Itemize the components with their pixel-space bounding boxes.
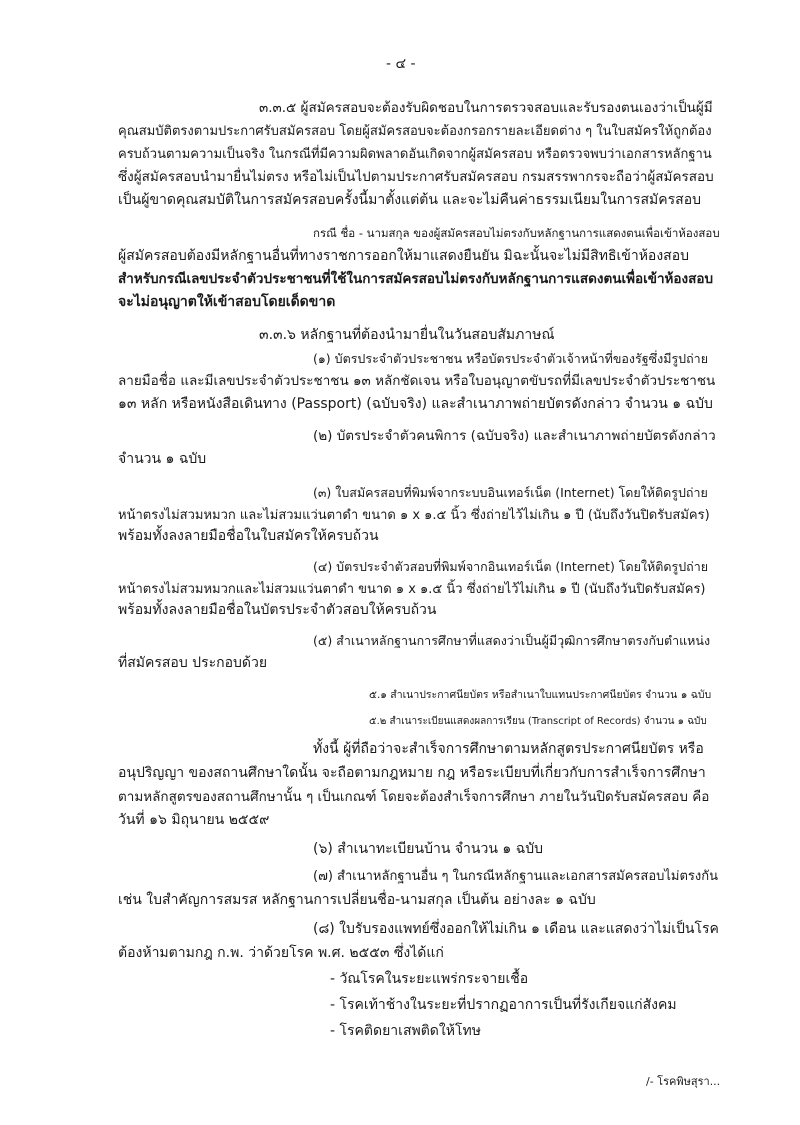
text-line: หน้าตรงไม่สวมหมวกและไม่สวมแว่นตาดำ ขนาด ๑ x ๑.๕ นิ้ว ซึ่งถ่ายไว้ไม่เกิน ๑ ปี (นับถึงวันปิดรับสมัคร) (118, 582, 706, 597)
text-line: ต้องห้ามตามกฎ ก.พ. ว่าด้วยโรค พ.ศ. ๒๕๕๓ ซึ่งได้แก่ (118, 945, 444, 961)
text-line: (๒) บัตรประจำตัวคนพิการ (ฉบับจริง) และสำเนาภาพถ่ายบัตรดังกล่าว (313, 428, 716, 444)
text-line-bold: สำหรับกรณีเลขประจำตัวประชาชนที่ใช้ในการสมัครสอบไม่ตรงกับหลักฐานการแสดงตนเพื่อเข้าห้องสอบ (118, 271, 714, 287)
text-line: วันที่ ๑๖ มิถุนายน ๒๕๕๙ (118, 812, 270, 828)
text-line: อนุปริญญา ของสถานศึกษาใดนั้น จะถือตามกฎหมาย กฎ หรือระเบียบที่เกี่ยวกับการสำเร็จการศึกษา (118, 765, 706, 781)
text-line: ที่สมัครสอบ ประกอบด้วย (118, 655, 268, 671)
text-line: ๓.๓.๕ ผู้สมัครสอบจะต้องรับผิดชอบในการตรวจสอบและรับรองตนเองว่าเป็นผู้มี (259, 100, 713, 116)
text-line: ทั้งนี้ ผู้ที่ถือว่าจะสำเร็จการศึกษาตามหลักสูตรประกาศนียบัตร หรือ (313, 741, 704, 757)
text-line: ๑๓ หลัก หรือหนังสือเดินทาง (Passport) (ฉบับจริง) และสำเนาภาพถ่ายบัตรดังกล่าว จำนวน ๑ ฉบับ (118, 396, 713, 412)
text-line: (๔) บัตรประจำตัวสอบที่พิมพ์จากอินเทอร์เน็ต (Internet) โดยให้ติดรูปถ่าย (313, 559, 709, 574)
text-line: ผู้สมัครสอบต้องมีหลักฐานอื่นที่ทางราชการออกให้มาแสดงยืนยัน มิฉะนั้นจะไม่มีสิทธิเข้าห้องสอบ (118, 248, 690, 264)
text-line: เป็นผู้ขาดคุณสมบัติในการสมัครสอบครั้งนี้มาตั้งแต่ต้น และจะไม่คืนค่าธรรมเนียมในการสมัครสอบ (118, 192, 702, 208)
text-line: พร้อมทั้งลงลายมือชื่อในบัตรประจำตัวสอบให้ครบถ้วน (118, 602, 437, 618)
text-line: (๑) บัตรประจำตัวประชาชน หรือบัตรประจำตัวเจ้าหน้าที่ของรัฐซึ่งมีรูปถ่าย (313, 351, 709, 366)
bullet-item: - โรคเท้าช้างในระยะที่ปรากฏอาการเป็นที่รังเกียจแก่สังคม (330, 997, 677, 1013)
text-line: พร้อมทั้งลงลายมือชื่อในใบสมัครให้ครบถ้วน (118, 528, 379, 544)
text-line: ลายมือชื่อ และมีเลขประจำตัวประชาชน ๑๓ หลักชัดเจน หรือใบอนุญาตขับรถที่มีเลขประจำตัวประชาชน (118, 373, 716, 389)
text-line: คุณสมบัติตรงตามประกาศรับสมัครสอบ โดยผู้สมัครสอบจะต้องกรอกรายละเอียดต่าง ๆ ในใบสมัครให้ถูกต้อง (118, 124, 712, 139)
text-line: (๘) ใบรับรองแพทย์ซึ่งออกให้ไม่เกิน ๑ เดือน และแสดงว่าไม่เป็นโรค (313, 921, 719, 937)
text-line: (๖) สำเนาทะเบียนบ้าน จำนวน ๑ ฉบับ (313, 841, 544, 857)
page-number: - ๔ - (386, 56, 416, 72)
text-line: กรณี ชื่อ - นามสกุล ของผู้สมัครสอบไม่ตรงกับหลักฐานการแสดงตนเพื่อเข้าห้องสอบ (313, 226, 720, 240)
text-line: ซึ่งผู้สมัครสอบนำมายื่นไม่ตรง หรือไม่เป็นไปตามประกาศรับสมัครสอบ กรมสรรพากรจะถือว่าผู้สมัครสอบ (118, 169, 714, 185)
text-line: ตามหลักสูตรของสถานศึกษานั้น ๆ เป็นเกณฑ์ โดยจะต้องสำเร็จการศึกษา ภายในวันปิดรับสมัครสอบ คือ (118, 789, 710, 805)
bullet-item: - โรคติดยาเสพติดให้โทษ (330, 1023, 481, 1039)
bullet-item: - วัณโรคในระยะแพร่กระจายเชื้อ (330, 971, 529, 987)
text-line: (๕) สำเนาหลักฐานการศึกษาที่แสดงว่าเป็นผู้มีวุฒิการศึกษาตรงกับตำแหน่ง (313, 633, 711, 648)
continuation-note: /- โรคพิษสุรา... (646, 1075, 721, 1088)
text-line-bold: จะไม่อนุญาตให้เข้าสอบโดยเด็ดขาด (118, 294, 336, 310)
text-line: เช่น ใบสำคัญการสมรส หลักฐานการเปลี่ยนชื่อ-นามสกุล เป็นต้น อย่างละ ๑ ฉบับ (118, 892, 596, 908)
text-line: ๕.๒ สำเนาระเบียนแสดงผลการเรียน (Transcript of Records) จำนวน ๑ ฉบับ (369, 716, 707, 727)
section-heading: ๓.๓.๖ หลักฐานที่ต้องนำมายื่นในวันสอบสัมภาษณ์ (259, 327, 555, 343)
text-line: หน้าตรงไม่สวมหมวก และไม่สวมแว่นตาดำ ขนาด ๑ x ๑.๕ นิ้ว ซึ่งถ่ายไว้ไม่เกิน ๑ ปี (นับถึงวันปิดรับสมัคร) (118, 508, 710, 523)
text-line: (๗) สำเนาหลักฐานอื่น ๆ ในกรณีหลักฐานและเอกสารสมัครสอบไม่ตรงกัน (313, 869, 719, 884)
text-line: ครบถ้วนตามความเป็นจริง ในกรณีที่มีความผิดพลาดอันเกิดจากผู้สมัครสอบ หรือตรวจพบว่าเอกสารหลักฐาน (118, 147, 712, 162)
text-line: ๕.๑ สำเนาประกาศนียบัตร หรือสำเนาใบแทนประกาศนียบัตร จำนวน ๑ ฉบับ (369, 689, 712, 701)
text-line: จำนวน ๑ ฉบับ (118, 451, 207, 467)
text-line: (๓) ใบสมัครสอบที่พิมพ์จากระบบอินเทอร์เน็ต (Internet) โดยให้ติดรูปถ่าย (313, 485, 708, 500)
